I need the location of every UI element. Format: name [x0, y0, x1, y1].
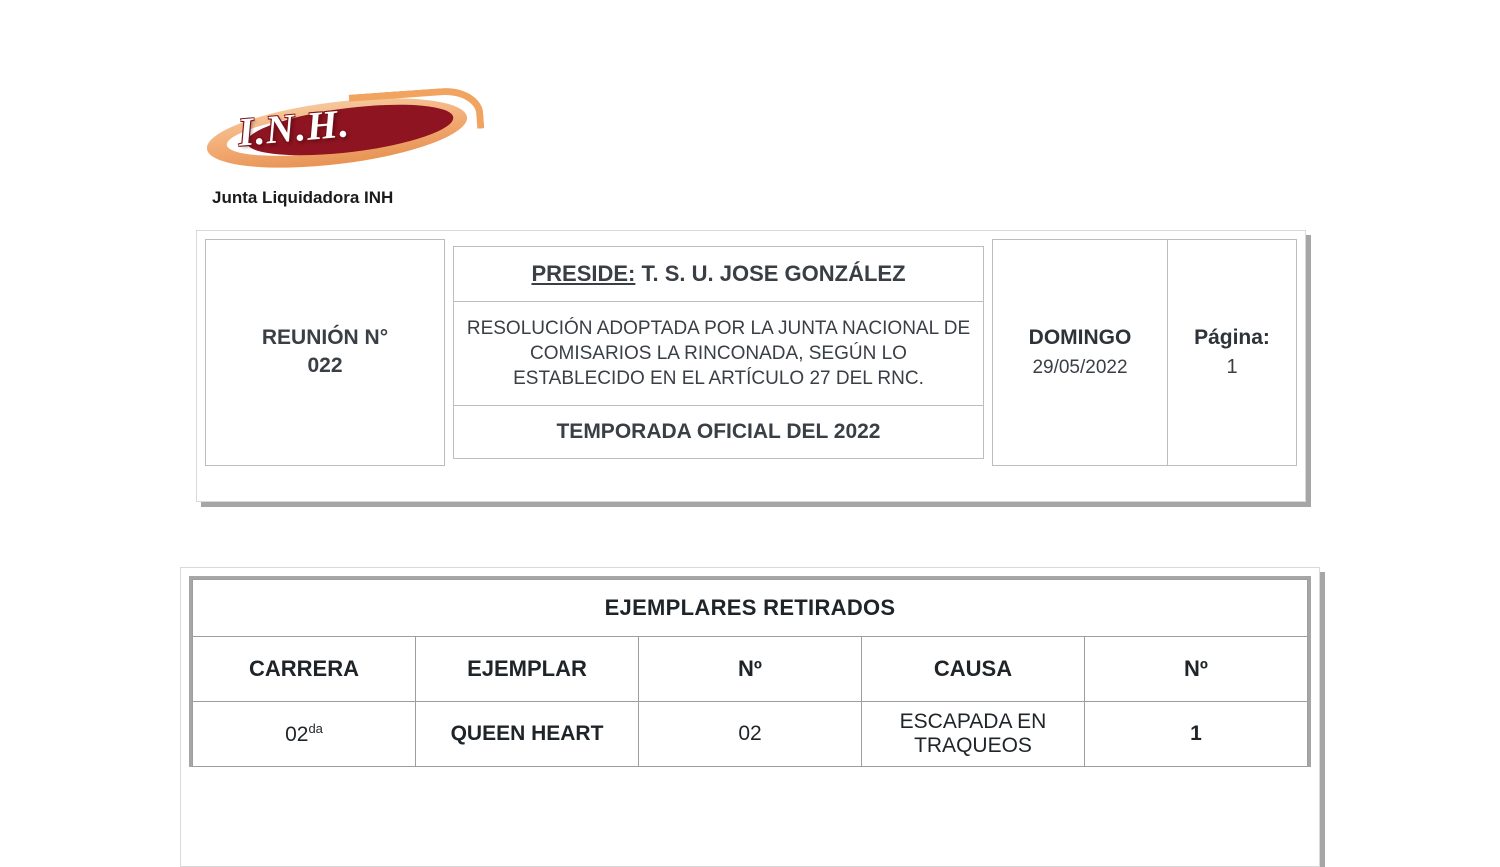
reunion-number: 022 — [307, 354, 343, 378]
table-row — [454, 406, 984, 459]
meeting-header-table — [196, 230, 1306, 502]
resolution-cell: RESOLUCIÓN ADOPTADA POR LA JUNTA NACIONAL DE COMISARIOS LA RINCONADA, SEGÚN LO ESTABLECIDO EN EL ARTÍCULO 27 DEL RNC. — [454, 301, 984, 406]
logo-block — [200, 88, 500, 207]
carrera-number: 02 — [285, 723, 309, 746]
cell-numero-2: 1 — [1085, 702, 1308, 767]
logo-swoosh-shape — [349, 85, 485, 137]
cell-causa: ESCAPADA EN TRAQUEOS — [862, 702, 1085, 767]
column-header-numero-2: Nº — [1085, 637, 1308, 702]
logo-caption: Junta Liquidadora INH — [212, 188, 394, 207]
column-header-causa: CAUSA — [862, 637, 1085, 702]
preside-cell — [454, 246, 984, 301]
inh-logo-icon — [200, 88, 478, 170]
column-header-numero: Nº — [639, 637, 862, 702]
center-block-cell — [445, 240, 993, 466]
retired-title: EJEMPLARES RETIRADOS — [193, 580, 1308, 637]
reunion-cell — [206, 240, 445, 466]
preside-name: T. S. U. JOSE GONZÁLEZ — [641, 260, 906, 286]
retired-horses-grid — [192, 579, 1308, 767]
page-label: Página: — [1194, 325, 1270, 349]
table-row — [193, 580, 1308, 637]
logo-wordmark: I.N.H. — [236, 100, 352, 155]
table-row — [206, 240, 1297, 466]
date-value: 29/05/2022 — [1032, 356, 1128, 378]
retired-horses-table — [180, 567, 1320, 867]
table-row — [454, 246, 984, 301]
table-row — [454, 301, 984, 406]
table-row — [193, 702, 1308, 767]
cell-numero: 02 — [639, 702, 862, 767]
column-header-ejemplar: EJEMPLAR — [416, 637, 639, 702]
column-header-carrera: CARRERA — [193, 637, 416, 702]
day-of-week: DOMINGO — [1028, 326, 1132, 350]
carrera-suffix: da — [308, 721, 323, 736]
preside-label: PRESIDE: — [531, 260, 636, 286]
meeting-header-grid — [205, 239, 1297, 466]
cell-ejemplar: QUEEN HEART — [416, 702, 639, 767]
center-block-grid — [453, 246, 984, 460]
retired-table-border — [189, 576, 1311, 767]
page-cell — [1168, 240, 1297, 466]
table-header-row — [193, 637, 1308, 702]
reunion-label: REUNIÓN N° — [261, 326, 389, 350]
date-cell — [993, 240, 1168, 466]
season-cell: TEMPORADA OFICIAL DEL 2022 — [454, 406, 984, 459]
page-number: 1 — [1226, 356, 1238, 379]
cell-carrera — [193, 702, 416, 767]
